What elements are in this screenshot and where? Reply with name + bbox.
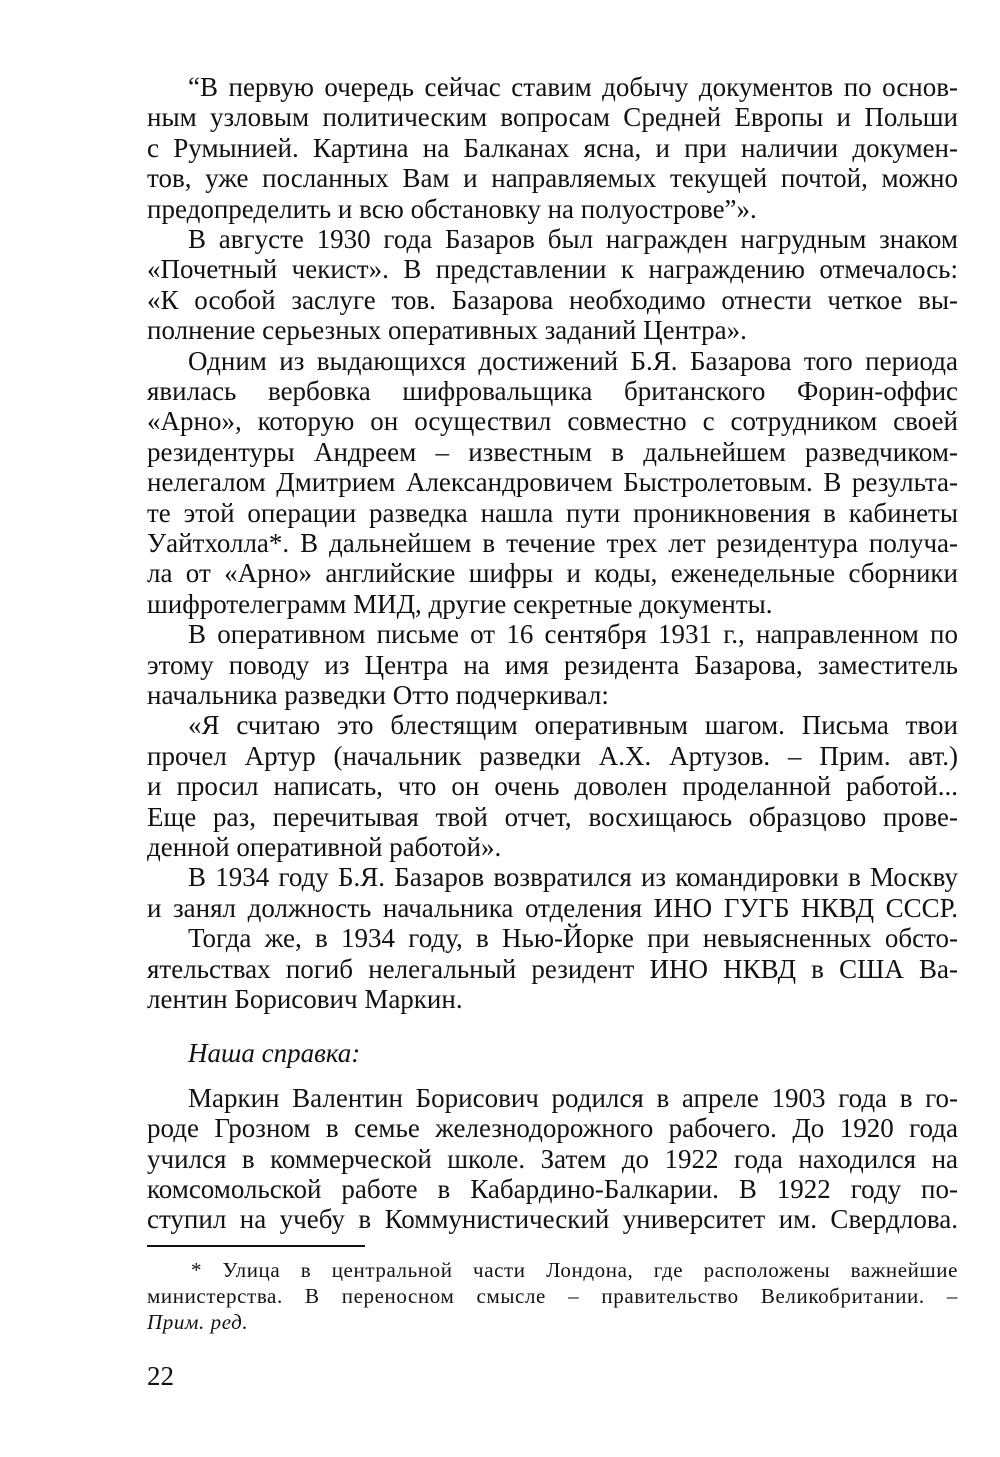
- text-line: Одним из выдающихся достижений Б.Я. Базарова того периода: [188, 345, 958, 376]
- text-line: явилась вербовка шифровальщика британского Форин-оффис: [147, 376, 958, 406]
- footnote-line: министерства. В переносном смысле – правительство Великобритании. –: [147, 1283, 958, 1308]
- text-line: полнение серьезных оперативных заданий Центра».: [147, 315, 747, 346]
- footnote-line: Прим. ред.: [147, 1309, 249, 1334]
- text-line: В оперативном письме от 16 сентября 1931 г., направленном по: [188, 619, 958, 650]
- text-line: прочел Артур (начальник разведки А.Х. Артузов. – Прим. авт.): [147, 740, 958, 771]
- text-line: Маркин Валентин Борисович родился в апреле 1903 года в го-: [188, 1082, 958, 1113]
- text-line: и занял должность начальника отделения ИНО ГУГБ НКВД СССР.: [147, 892, 958, 923]
- text-line: нелегалом Дмитрием Александровичем Быстролетовым. В результа-: [147, 467, 958, 498]
- text-line: тов, уже посланных Вам и направляемых текущей почтой, можно: [147, 163, 958, 194]
- text-line: ятельствах погиб нелегальный резидент ИНО НКВД в США Ва-: [147, 953, 958, 984]
- text-line: «Арно», которую он осуществил совместно с сотрудником своей: [147, 406, 958, 437]
- reference-heading: Наша справка:: [188, 1038, 361, 1069]
- text-line: «Почетный чекист». В представлении к награждению отмечалось:: [147, 254, 958, 285]
- text-line: В августе 1930 года Базаров был награжден нагрудным знаком: [188, 224, 958, 254]
- text-line: Уайтхолла*. В дальнейшем в течение трех лет резидентура получа-: [147, 528, 958, 558]
- text-line: ла от «Арно» английские шифры и коды, еженедельные сборники: [147, 558, 958, 589]
- text-line: В 1934 году Б.Я. Базаров возвратился из командировки в Москву: [188, 862, 958, 893]
- text-line: учился в коммерческой школе. Затем до 1922 года находился на: [147, 1143, 958, 1174]
- text-line: ступил на учебу в Коммунистический университет им. Свердлова.: [147, 1204, 958, 1235]
- text-line: с Румынией. Картина на Балканах ясна, и при наличии докумен-: [147, 132, 958, 163]
- text-line: денной оперативной работой».: [147, 832, 502, 862]
- text-line: предопределить и всю обстановку на полуострове”».: [147, 193, 757, 224]
- text-line: комсомольской работе в Кабардино-Балкарии. В 1922 году по-: [147, 1174, 958, 1204]
- text-line: «Я считаю это блестящим оперативным шагом. Письма твои: [188, 710, 958, 741]
- text-line: ным узловым политическим вопросам Средней Европы и Польши: [147, 102, 958, 133]
- footnote-divider: [147, 1245, 365, 1247]
- text-line: и просил написать, что он очень доволен проделанной работой...: [147, 771, 958, 802]
- text-line: резидентуры Андреем – известным в дальнейшем разведчиком-: [147, 436, 958, 467]
- text-line: “В первую очередь сейчас ставим добычу документов по основ-: [188, 72, 958, 102]
- text-line: те этой операции разведка нашла пути проникновения в кабинеты: [147, 497, 958, 528]
- text-line: лентин Борисович Маркин.: [147, 984, 463, 1014]
- text-line: начальника разведки Отто подчеркивал:: [147, 680, 609, 710]
- text-line: этому поводу из Центра на имя резидента Базарова, заместитель: [147, 649, 958, 680]
- text-line: шифротелеграмм МИД, другие секретные документы.: [147, 588, 773, 619]
- text-line: роде Грозном в семье железнодорожного рабочего. До 1920 года: [147, 1113, 958, 1144]
- text-line: «К особой заслуге тов. Базарова необходимо отнести четкое вы-: [147, 284, 958, 315]
- page-number: 22: [147, 1360, 174, 1391]
- text-line: Тогда же, в 1934 году, в Нью-Йорке при невыясненных обсто-: [188, 923, 958, 954]
- footnote-line: * Улица в центральной части Лондона, где расположены важнейшие: [191, 1257, 958, 1282]
- text-line: Еще раз, перечитывая твой отчет, восхищаюсь образцово прове-: [147, 801, 958, 832]
